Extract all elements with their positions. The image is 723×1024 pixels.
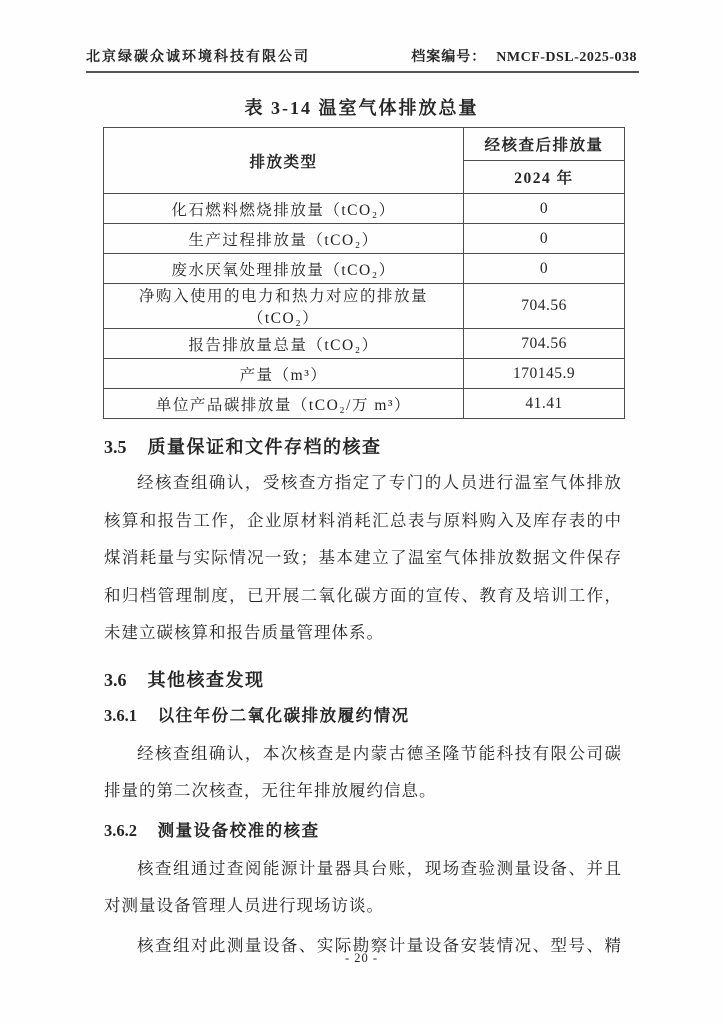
table-caption: 表 3-14 温室气体排放总量 — [244, 98, 479, 118]
archive-number-value: NMCF-DSL-2025-038 — [496, 50, 637, 65]
subsection-number: 3.6.1 — [104, 705, 137, 725]
table-row — [104, 359, 625, 389]
row-label-fossil-fuel: 化石燃料燃烧排放量（tCO₂） — [104, 194, 464, 224]
emissions-table — [103, 127, 625, 419]
page-number: - 20 - — [344, 951, 379, 965]
table-row — [104, 254, 625, 284]
subsection-title: 以往年份二氧化碳排放履约情况 — [157, 705, 410, 725]
archive-number-group — [411, 46, 637, 66]
archive-number-label: 档案编号： — [411, 50, 487, 65]
document-body — [104, 432, 622, 964]
text-line: 和归档管理制度，已开展二氧化碳方面的宣传、教育及培训工作， — [104, 585, 622, 605]
table-row — [104, 284, 625, 329]
row-value-output: 170145.9 — [464, 359, 625, 389]
text-line: 经核查组确认，受核查方指定了专门的人员进行温室气体排放 — [137, 473, 622, 492]
row-value-wastewater: 0 — [464, 254, 625, 284]
text-line: 核查组对此测量设备、实际勘察计量设备安装情况、型号、精 — [137, 935, 622, 955]
paragraph-3-5 — [104, 464, 622, 652]
row-value-electricity-heat: 704.56 — [464, 284, 625, 329]
subsection-number: 3.6.2 — [104, 820, 137, 840]
row-value-process: 0 — [464, 224, 625, 254]
table-row — [104, 389, 625, 419]
table-header-row-1 — [104, 128, 625, 161]
row-value-unit-carbon: 41.41 — [464, 389, 625, 419]
subsection-heading-3-6-2 — [104, 814, 622, 848]
subsection-heading-3-6-1 — [104, 699, 622, 733]
row-label-total-reported: 报告排放量总量（tCO₂） — [104, 329, 464, 359]
section-heading-3-5 — [104, 432, 622, 462]
text-line: 煤消耗量与实际情况一致；基本建立了温室气体排放数据文件保存 — [104, 548, 622, 567]
row-label-wastewater: 废水厌氧处理排放量（tCO₂） — [104, 254, 464, 284]
paragraph-3-6-1 — [104, 735, 622, 810]
column-header-verified-emissions: 经核查后排放量 — [464, 128, 625, 161]
text-line: 对测量设备管理人员进行现场访谈。 — [104, 896, 384, 915]
section-title: 质量保证和文件存档的核查 — [147, 437, 382, 457]
text-line: 未建立碳核算和报告质量管理体系。 — [104, 623, 384, 642]
table-row — [104, 194, 625, 224]
page-header — [86, 0, 639, 73]
section-number: 3.6 — [104, 669, 127, 690]
section-heading-3-6 — [104, 665, 622, 695]
row-label-process: 生产过程排放量（tCO₂） — [104, 224, 464, 254]
text-line: 经核查组确认，本次核查是内蒙古德圣隆节能科技有限公司碳 — [137, 743, 622, 763]
column-header-year: 2024 年 — [464, 161, 625, 194]
text-line: 核算和报告工作，企业原材料消耗汇总表与原料购入及库存表的中 — [104, 510, 622, 530]
company-name: 北京绿碳众诚环境科技有限公司 — [86, 50, 310, 65]
paragraph-3-6-2-a — [104, 850, 622, 925]
table-row — [104, 224, 625, 254]
section-number: 3.5 — [104, 437, 127, 457]
text-line: 排量的第二次核查，无往年排放履约信息。 — [104, 781, 437, 800]
row-value-total-reported: 704.56 — [464, 329, 625, 359]
section-title: 其他核查发现 — [147, 669, 265, 690]
column-header-emission-type: 排放类型 — [104, 128, 464, 194]
text-line: 核查组通过查阅能源计量器具台账，现场查验测量设备、并且 — [137, 858, 622, 878]
row-label-unit-carbon: 单位产品碳排放量（tCO₂/万 m³） — [104, 389, 464, 419]
table-row — [104, 329, 625, 359]
row-value-fossil-fuel: 0 — [464, 194, 625, 224]
row-label-output: 产量（m³） — [104, 359, 464, 389]
subsection-title: 测量设备校准的核查 — [157, 820, 320, 840]
row-label-electricity-heat: 净购入使用的电力和热力对应的排放量（tCO₂） — [104, 284, 464, 329]
